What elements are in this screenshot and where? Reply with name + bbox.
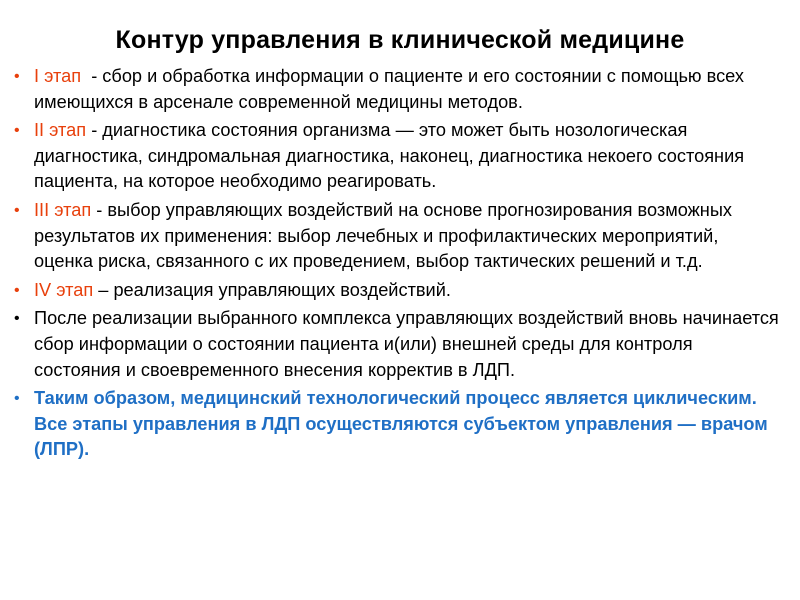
bullet-icon: • [14, 281, 20, 299]
stage-label: III этап [34, 199, 92, 220]
list-item-after-implementation [0, 306, 800, 383]
stage-list [0, 64, 800, 466]
slide-title: Контур управления в клинической медицине [115, 26, 685, 54]
stage-description: - сбор и обработка информации о пациенте и его состоянии с помощью всех имеющихся в арсенале современной медицины методов. [34, 66, 744, 112]
list-item-stage-2 [0, 118, 800, 195]
stage-label: II этап [34, 120, 87, 141]
stage-description: - диагностика состояния организма — это может быть нозологическая диагностика, синдромальная диагностика, наконец, диагностика некоего состояния пациента, на которое необходимо реагировать. [34, 120, 745, 192]
bullet-icon: • [14, 68, 20, 85]
bullet-icon: • [14, 201, 20, 219]
bullet-icon: • [14, 122, 20, 140]
list-item-stage-3 [0, 198, 800, 275]
list-item-stage-1 [0, 64, 800, 115]
stage-description: - выбор управляющих воздействий на основе прогнозирования возможных результатов их применения: выбор лечебных и профилактических мероприятий, оценка риска, связанного с их проведением, выбор тактических решений и т.д. [34, 199, 733, 272]
conclusion-text: Таким образом, медицинский технологический процесс является циклическим. Все этапы управления в ЛДП осуществляются субъектом управления — врачом (ЛПР). [34, 388, 768, 460]
paragraph-text: После реализации выбранного комплекса управляющих воздействий вновь начинается сбор информации о состоянии пациента и(или) внешней среды для контроля состояния и своевременного внесения корректив в ЛДП. [34, 308, 779, 380]
list-item-conclusion [0, 386, 800, 463]
bullet-icon: • [14, 390, 20, 408]
list-item-stage-4 [0, 278, 800, 304]
stage-label: I этап [34, 66, 87, 86]
bullet-icon: • [14, 310, 20, 328]
stage-description: – реализация управляющих воздействий. [93, 279, 451, 300]
stage-label: IV этап [34, 279, 94, 300]
